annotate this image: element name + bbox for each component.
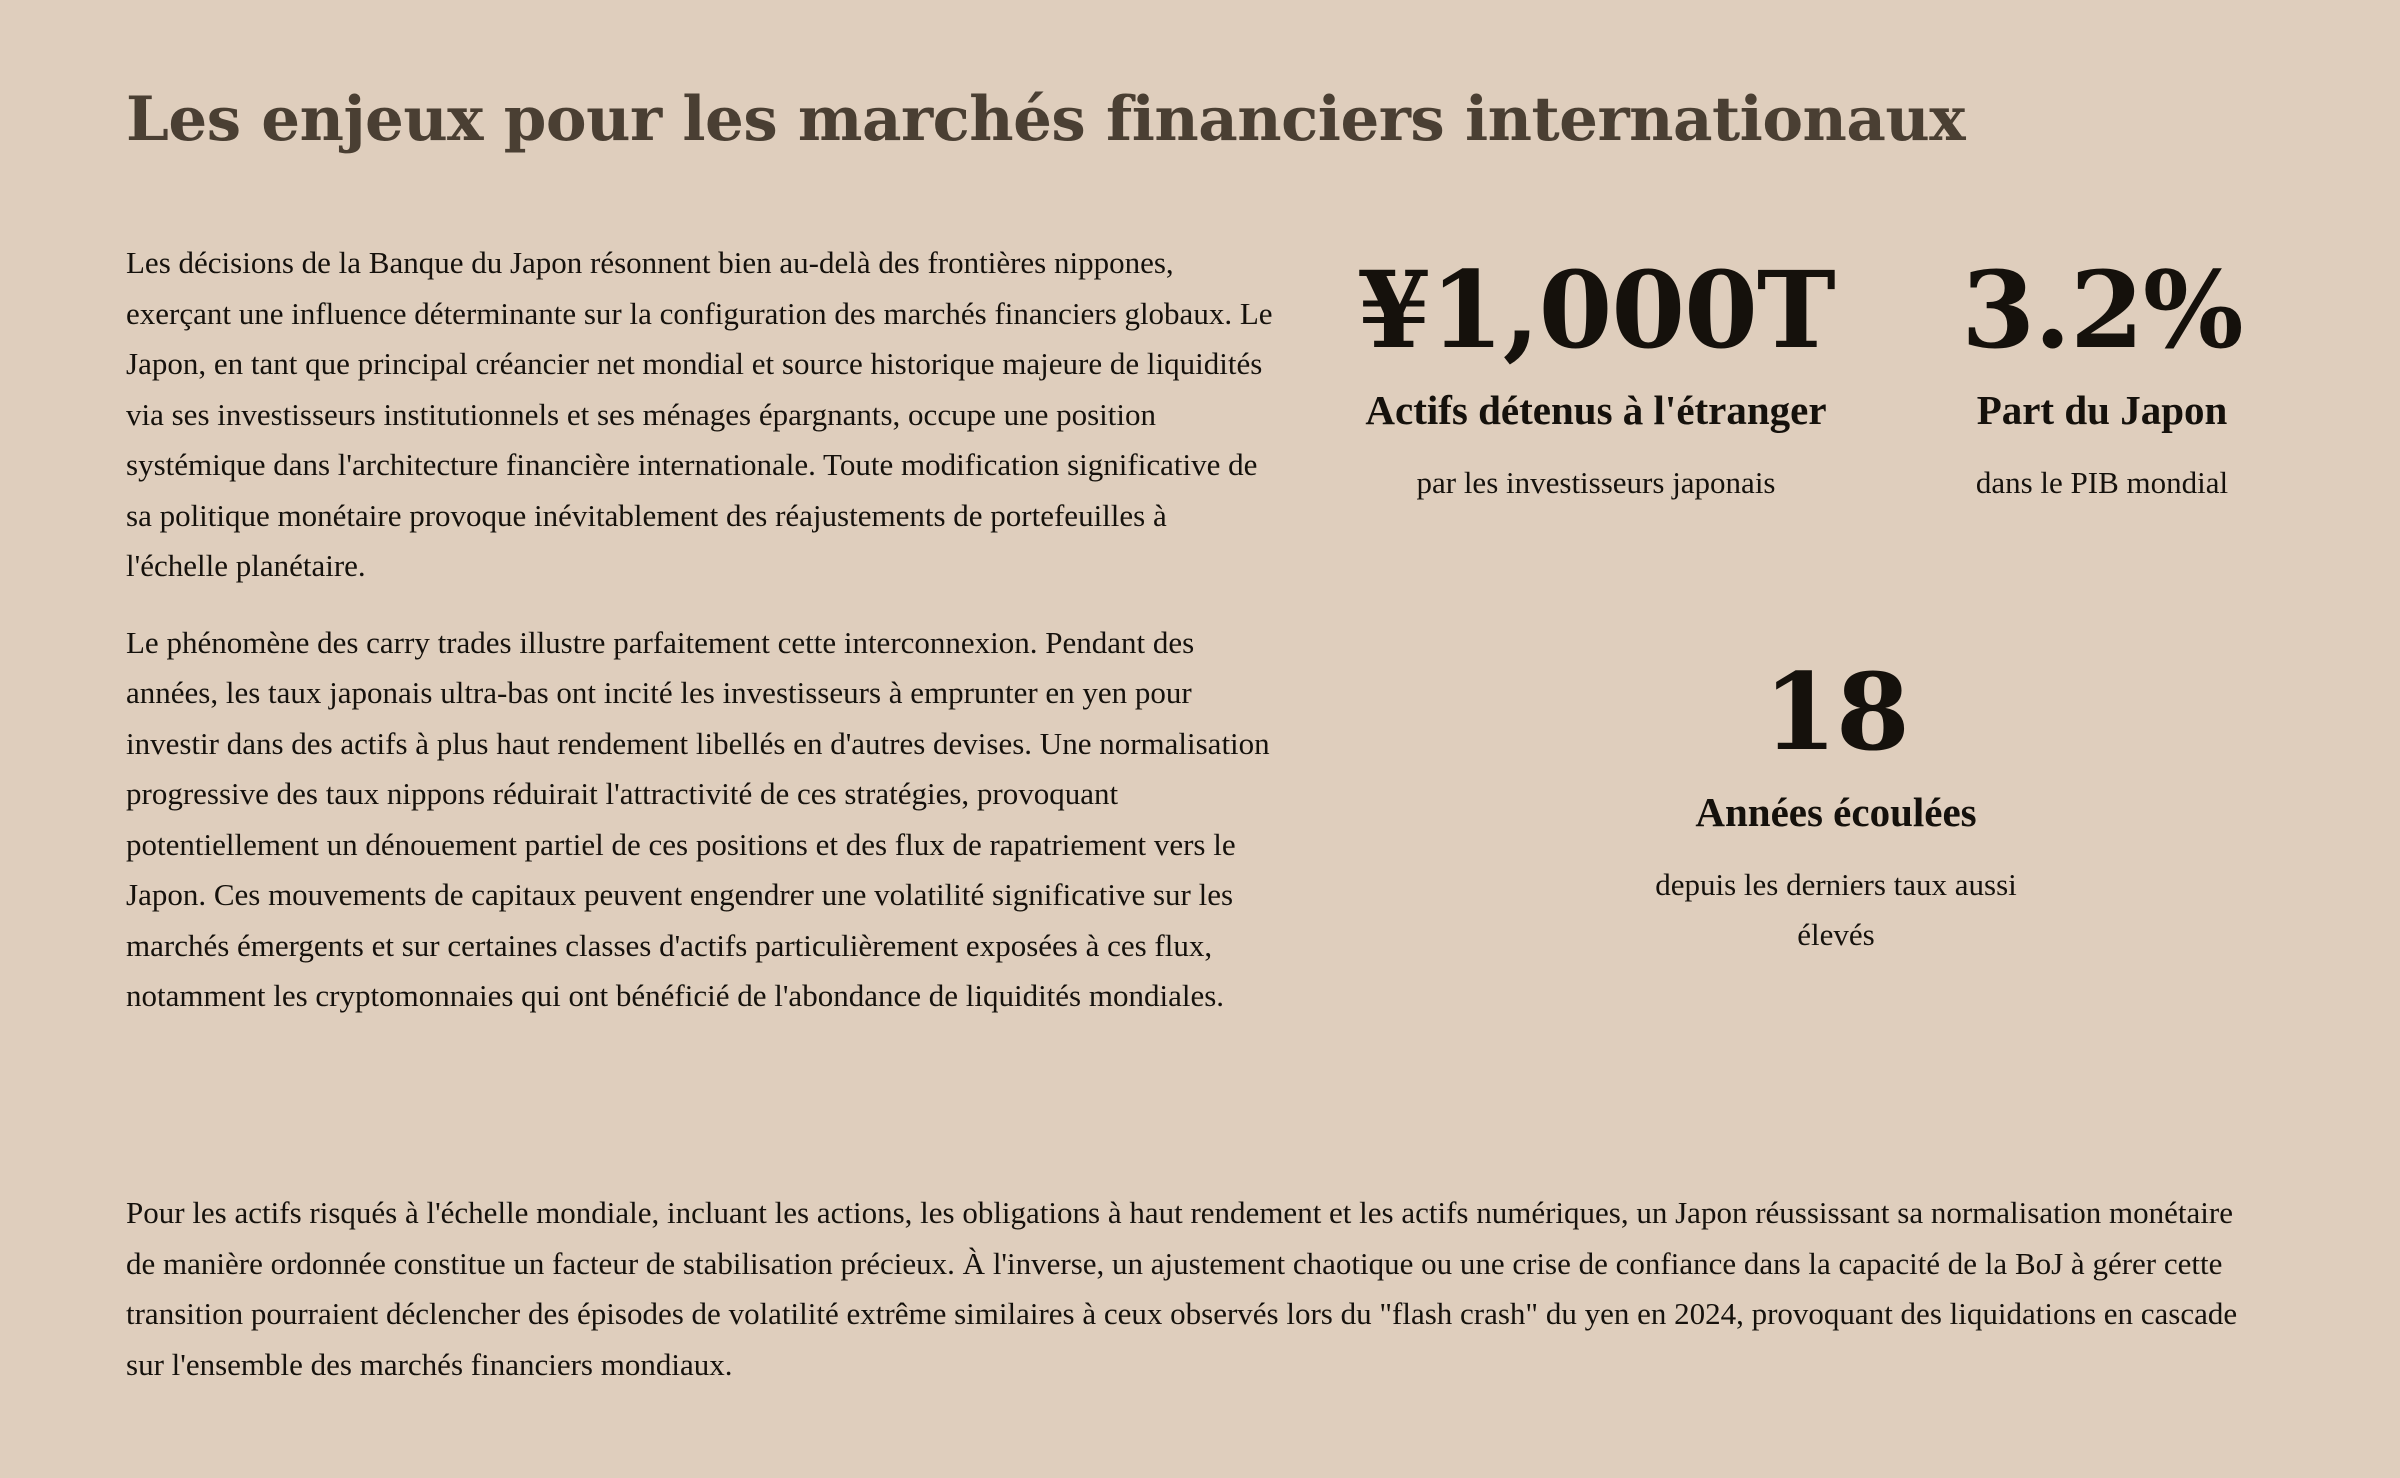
stat-description: par les investisseurs japonais	[1416, 465, 1776, 500]
stat-value: ¥1,000T	[1357, 247, 1835, 372]
stat-foreign-assets	[1326, 247, 1866, 508]
stat-label: Années écoulées	[1695, 789, 1977, 835]
stat-label: Part du Japon	[1976, 387, 2228, 433]
stat-label: Actifs détenus à l'étranger	[1365, 387, 1827, 433]
paragraph-carry-intro: Les décisions de la Banque du Japon résonnent bien au-delà des frontières nippones, exerçant une influence déterminante sur la configuration des marchés financiers globaux. Le Japon, en tant que principal créancier net mondial et source historique majeure de liquidités via ses investisseurs institutionnels et ses ménages épargnants, occupe une position systémique dans l'architecture financière internationale. Toute modification significative de sa politique monétaire provoque inévitablement des réajustements de portefeuilles à l'échelle planétaire.	[126, 245, 1273, 583]
text-column	[126, 238, 1276, 1048]
stat-years-elapsed	[1586, 649, 2086, 960]
paragraph-global-risk: Pour les actifs risqués à l'échelle mondiale, incluant les actions, les obligations à haut rendement et les actifs numériques, un Japon réussissant sa normalisation monétaire de manière ordonnée constitue un facteur de stabilisation précieux. À l'inverse, un ajustement chaotique ou une crise de confiance dans la capacité de la BoJ à gérer cette transition pourraient déclencher des épisodes de volatilité extrême similaires à ceux observés lors du "flash crash" du yen en 2024, provoquant des liquidations en cascade sur l'ensemble des marchés financiers mondiaux.	[126, 1195, 2238, 1382]
stat-description: depuis les derniers taux aussi élevés	[1655, 867, 2017, 952]
stat-value: 18	[1763, 649, 1909, 774]
stat-description: dans le PIB mondial	[1975, 465, 2229, 500]
stat-japan-share	[1892, 247, 2312, 508]
paragraph-carry-trades: Le phénomène des carry trades illustre parfaitement cette interconnexion. Pendant des années, les taux japonais ultra-bas ont incité les investisseurs à emprunter en yen pour investir dans des actifs à plus haut rendement libellés en d'autres devises. Une normalisation progressive des taux nippons réduirait l'attractivité de ces stratégies, provoquant potentiellement un dénouement partiel de ces positions et des flux de rapatriement vers le Japon. Ces mouvements de capitaux peuvent engendrer une volatilité significative sur les marchés émergents et sur certaines classes d'actifs particulièrement exposées à ces flux, notamment les cryptomonnaies qui ont bénéficié de l'abondance de liquidités mondiales.	[126, 624, 1270, 1013]
section-title: Les enjeux pour les marchés financiers internationaux	[126, 84, 1966, 155]
stat-value: 3.2%	[1961, 247, 2243, 372]
